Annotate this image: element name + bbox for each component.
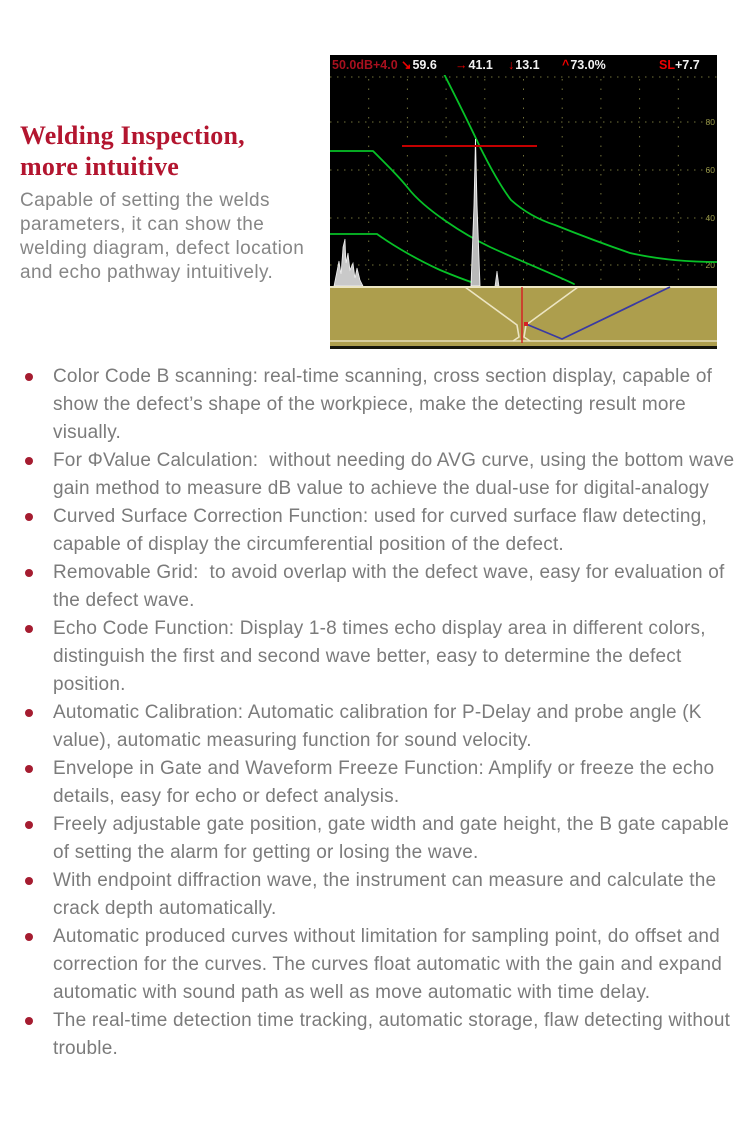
gain-readout: 50.0dB+4.0	[332, 58, 398, 72]
bullet-icon	[25, 625, 33, 633]
down-arrow-icon: ↓	[508, 58, 515, 72]
feature-text: Automatic Calibration: Automatic calibration for P-Delay and probe angle (K value), automatic measuring function for sound velocity.	[53, 702, 708, 751]
caret-up-icon: ^	[562, 58, 570, 72]
bullet-icon	[25, 373, 33, 381]
depth-value: 13.1	[515, 58, 540, 72]
bullet-icon	[25, 457, 33, 465]
intro-paragraph: Capable of setting the welds parameters, it can show the welding diagram, defect location and echo pathway intuitively.	[20, 190, 305, 283]
feature-text: Curved Surface Correction Function: used for curved surface flaw detecting, capable of display the circumferential position of the defect.	[53, 506, 713, 555]
feature-list	[0, 363, 750, 1063]
bullet-icon	[25, 709, 33, 717]
sound-path-readout	[401, 55, 437, 75]
bullet-icon	[25, 1017, 33, 1025]
sl-label: SL	[659, 58, 675, 72]
bullet-icon	[25, 569, 33, 577]
list-item	[0, 615, 750, 699]
a-scan-screen	[330, 75, 717, 349]
horizontal-distance-readout	[455, 55, 493, 75]
intro-section	[20, 120, 336, 285]
waveform-area	[330, 75, 717, 286]
sound-path-value: 59.6	[412, 58, 437, 72]
scale-label-20: 20	[705, 260, 715, 270]
feature-text: With endpoint diffraction wave, the instrument can measure and calculate the crack depth automatically.	[53, 870, 722, 919]
sl-value: +7.7	[674, 58, 700, 72]
list-item	[0, 867, 750, 923]
bullet-icon	[25, 513, 33, 521]
screen-bottom-edge	[330, 346, 717, 349]
defect-marker-dot	[524, 322, 528, 326]
page-title	[20, 120, 336, 182]
feature-text: Freely adjustable gate position, gate width and gate height, the B gate capable of setting the alarm for getting or losing the wave.	[53, 814, 735, 863]
instrument-screen	[330, 55, 717, 349]
depth-readout	[508, 55, 540, 75]
feature-text: Envelope in Gate and Waveform Freeze Function: Amplify or freeze the echo details, easy for echo or defect analysis.	[53, 758, 720, 807]
list-item	[0, 363, 750, 447]
feature-text: Automatic produced curves without limitation for sampling point, do offset and correction for the curves. The curves float automatic with the gain and expand automatic with sound path as well as move automatic with time delay.	[53, 926, 728, 1003]
scale-label-60: 60	[705, 165, 715, 175]
page-title-line1: Welding Inspection,	[20, 121, 245, 150]
list-item	[0, 699, 750, 755]
horizontal-distance-value: 41.1	[468, 58, 493, 72]
bullet-icon	[25, 933, 33, 941]
scale-label-40: 40	[705, 213, 715, 223]
sl-readout	[659, 55, 700, 75]
scale-label-80: 80	[705, 117, 715, 127]
list-item	[0, 755, 750, 811]
bullet-icon	[25, 877, 33, 885]
instrument-status-bar	[330, 55, 717, 75]
bullet-icon	[25, 765, 33, 773]
right-arrow-icon: →	[455, 58, 468, 72]
amplitude-readout	[562, 55, 606, 75]
list-item	[0, 811, 750, 867]
list-item	[0, 559, 750, 615]
list-item	[0, 923, 750, 1007]
page-title-line2: more intuitive	[20, 152, 180, 181]
workpiece-cross-section	[330, 286, 717, 349]
list-item	[0, 503, 750, 559]
feature-text: Removable Grid: to avoid overlap with the defect wave, easy for evaluation of the defect wave.	[53, 562, 730, 611]
feature-text: For ΦValue Calculation: without needing do AVG curve, using the bottom wave gain method to measure dB value to achieve the dual-use for digital-analogy	[53, 450, 740, 499]
amplitude-value: 73.0%	[570, 58, 606, 72]
feature-text: The real-time detection time tracking, automatic storage, flaw detecting without trouble.	[53, 1010, 736, 1059]
bullet-icon	[25, 821, 33, 829]
list-item	[0, 447, 750, 503]
feature-text: Color Code B scanning: real-time scanning, cross section display, capable of show the defect’s shape of the workpiece, make the detecting result more visually.	[53, 366, 718, 443]
feature-text: Echo Code Function: Display 1-8 times echo display area in different colors, distinguish the first and second wave better, easy to determine the defect position.	[53, 618, 712, 695]
list-item	[0, 1007, 750, 1063]
down-right-arrow-icon: ↘	[401, 58, 412, 72]
